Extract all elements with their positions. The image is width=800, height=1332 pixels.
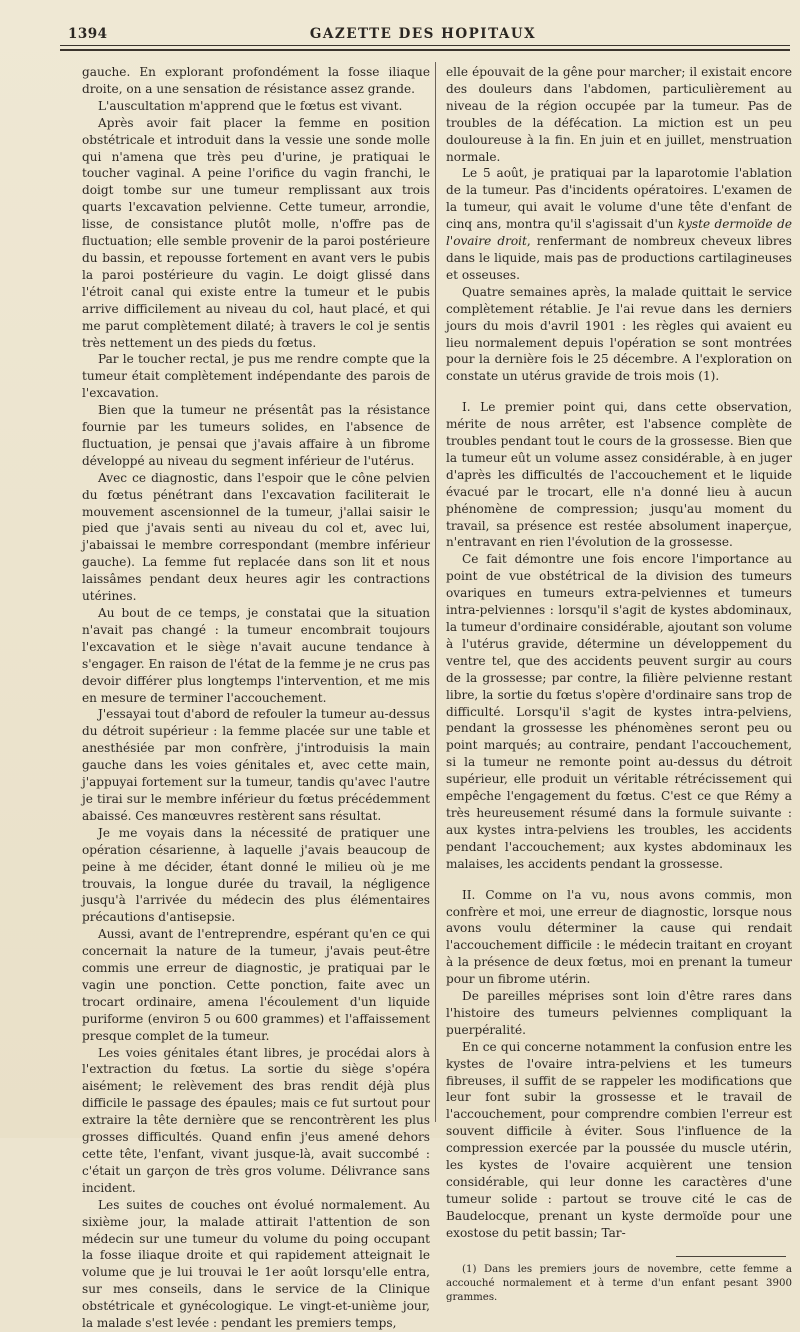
- paragraph: Avec ce diagnostic, dans l'espoir que le cône pelvien du fœtus pénétrant dans l'excavation faciliterait le mouvement ascensionnel de la tumeur, j'allai saisir le pied que j'avais senti au niveau du col et, avec lui, j'abaissai le membre correspondant (membre inférieur gauche). La femme fut replacée dans son lit et nous laissâmes pendant deux heures agir les contractions utérines.: [82, 470, 430, 604]
- paragraph: Au bout de ce temps, je constatai que la situation n'avait pas changé : la tumeur encombrait toujours l'excavation et le siège n'avait aucune tendance à s'engager. En raison de l'état de la femme je ne crus pas devoir différer plus longtemps l'intervention, et me mis en mesure de terminer l'accouchement.: [82, 606, 430, 705]
- section-paragraph: I. Le premier point qui, dans cette observation, mérite de nous arrêter, est l'absence complète de troubles pendant tout le cours de la grossesse. Bien que la tumeur eût un volume assez considérable, à en juger d'après les difficultés de l'accouchement et le liquide évacué par le trocart, elle n'a donné lieu à aucun phénomène de compression; jusqu'au moment du travail, sa présence est restée absolument inaperçue, n'entravant en rien l'évolution de la grossesse.: [446, 400, 792, 550]
- section-paragraph: II. Comme on l'a vu, nous avons commis, mon confrère et moi, une erreur de diagnostic, lorsque nous avons voulu déterminer la cause qui rendait l'accouchement difficile : le médecin traitant en croyant à la présence de deux fœtus, moi en prenant la tumeur pour un fibrome utérin.: [446, 887, 792, 987]
- text-run: Le 5 août, je pratiquai par la laparotomie l'ablation de la tumeur. Pas d'incidents opératoires. L'examen de la tumeur, qui avait le volume d'une tête d'enfant de cinq ans, montra qu'il s'agissait d'un: [446, 166, 792, 232]
- paragraph: En ce qui concerne notamment la confusion entre les kystes de l'ovaire intra-pelviens et les tumeurs fibreuses, il suffit de se rappeler les modifications que leur font subir la grossesse et le travail de l'accouchement, pour comprendre combien l'erreur est souvent difficile à éviter. Sous l'influence de la compression exercée par la poussée du muscle utérin, les kystes de l'ovaire acquièrent une tension considérable, qui leur donne les caractères d'une tumeur solide : partout se trouve cité le cas de Baudelocque, prenant un kyste dermoïde pour une exostose du petit bassin; Tar-: [446, 1039, 792, 1240]
- paragraph: J'essayai tout d'abord de refouler la tumeur au-dessus du détroit supérieur : la femme placée sur une table et anesthésiée par mon confrère, j'introduisis la main gauche dans les voies génitales et, avec cette main, j'appuyai fortement sur la tumeur, tandis qu'avec l'autre je tirai sur le membre inférieur du fœtus précédemment abaissé. Ces manœuvres restèrent sans résultat.: [82, 707, 430, 823]
- header-rule-thick: [60, 49, 790, 51]
- paragraph: Après avoir fait placer la femme en position obstétricale et introduit dans la vessie une sonde molle qui n'amena que très peu d'urine, je pratiquai le toucher vaginal. A peine l'orifice du vagin franchi, le doigt tombe sur une tumeur remplissant aux trois quarts l'excavation pelvienne. Cette tumeur, arrondie, lisse, de consistance plutôt molle, n'offre pas de fluctuation; elle semble provenir de la paroi postérieure du bassin, et repousse fortement en avant vers le pubis la paroi postérieure du vagin. Le doigt glissé dans l'étroit canal qui existe entre la tumeur et le pubis arrive difficilement au niveau du col, haut placé, et qui me parut complètement dilaté; à travers le col je sentis très nettement un des pieds du fœtus.: [82, 115, 430, 350]
- footnote-rule: [676, 1256, 786, 1257]
- page-number: 1394: [68, 26, 108, 42]
- paragraph: Par le toucher rectal, je pus me rendre compte que la tumeur était complètement indépendante des parois de l'excavation.: [82, 352, 430, 401]
- journal-title: GAZETTE DES HOPITAUX: [309, 26, 537, 42]
- paragraph-with-italic: [446, 165, 792, 283]
- paragraph: Aussi, avant de l'entreprendre, espérant qu'en ce qui concernait la nature de la tumeur, j'avais peut-être commis une erreur de diagnostic, je pratiquai par le vagin une ponction. Cette ponction, faite avec un trocart ordinaire, amena l'écoulement d'un liquide puriforme (environ 5 ou 600 grammes) et l'affaissement presque complet de la tumeur.: [82, 927, 430, 1043]
- paragraph: De pareilles méprises sont loin d'être rares dans l'histoire des tumeurs pelviennes compliquant la puerpéralité.: [446, 989, 792, 1037]
- header-rule: [60, 45, 790, 46]
- left-column: [82, 64, 430, 1332]
- paragraph: Les voies génitales étant libres, je procédai alors à l'extraction du fœtus. La sortie du siège s'opéra aisément; le relèvement des bras rendit déjà plus difficile le passage des épaules; mais ce fut surtout pour extraire la tête dernière que se rencontrèrent les plus grosses difficultés. Quand enfin j'eus amené dehors cette tête, l'enfant, vivant jusque-là, avait succombé : c'était un garçon de très gros volume. Délivrance sans incident.: [82, 1045, 430, 1195]
- paragraph: Je me voyais dans la nécessité de pratiquer une opération césarienne, à laquelle j'avais beaucoup de peine à me décider, étant donné le milieu où je me trouvais, la longue durée du travail, la négligence jusqu'à l'arrivée du médecin des plus élémentaires précautions d'antisepsie.: [82, 825, 430, 925]
- column-divider: [435, 62, 436, 1122]
- italic-term: kyste dermoïde de l'ovaire droit: [446, 217, 792, 249]
- paragraph: elle épouvait de la gêne pour marcher; il existait encore des douleurs dans l'abdomen, particulièrement au niveau de la région occupée par la tumeur. Pas de troubles de la défécation. La miction est un peu douloureuse à la fin. En juin et en juillet, menstruation normale.: [446, 65, 792, 164]
- paragraph: Les suites de couches ont évolué normalement. Au sixième jour, la malade attirait l'attention de son médecin sur une tumeur du volume du poing occupant la fosse iliaque droite et qui rapidement atteignait le volume que je lui trouvai le 1er août lorsqu'elle entra, sur mes conseils, dans le service de la Clinique obstétricale et gynécologique. Le vingt-et-unième jour, la malade s'est levée : pendant les premiers temps,: [82, 1197, 430, 1331]
- page-header: [60, 24, 786, 46]
- paragraph: L'auscultation m'apprend que le fœtus est vivant.: [98, 98, 403, 113]
- paragraph: gauche. En explorant profondément la fosse iliaque droite, on a une sensation de résistance assez grande.: [82, 65, 430, 96]
- right-column: [446, 64, 792, 1305]
- footnote: (1) Dans les premiers jours de novembre, cette femme a accouché normalement et à terme d'un enfant pesant 3900 grammes.: [446, 1263, 792, 1303]
- paragraph: Ce fait démontre une fois encore l'importance au point de vue obstétrical de la division des tumeurs ovariques en tumeurs extra-pelviennes et tumeurs intra-pelviennes : lorsqu'il s'agit de kystes abdominaux, la tumeur d'ordinaire considérable, ajoutant son volume à l'utérus gravide, détermine un développement du ventre tel, que des accidents peuvent surgir au cours de la grossesse; par contre, la filière pelvienne restant libre, la sortie du fœtus s'opère d'ordinaire sans trop de difficulté. Lorsqu'il s'agit de kystes intra-pelviens, pendant la grossesse les phénomènes seront peu ou point marqués; au contraire, pendant l'accouchement, si la tumeur ne remonte point au-dessus du détroit supérieur, elle produit un véritable rétrécissement qui empêche l'engagement du fœtus. C'est ce que Rémy a très heureusement résumé dans la formule suivante : aux kystes intra-pelviens les troubles, les accidents pendant l'accouchement; aux kystes abdominaux les malaises, les accidents pendant la grossesse.: [446, 552, 792, 871]
- paragraph: Quatre semaines après, la malade quittait le service complètement rétablie. Je l'ai revue dans les derniers jours du mois d'avril 1901 : les règles qui avaient eu lieu normalement depuis l'opération se sont montrées pour la dernière fois le 25 décembre. A l'exploration on constate un utérus gravide de trois mois (1).: [446, 284, 792, 384]
- paragraph: Bien que la tumeur ne présentât pas la résistance fournie par les tumeurs solides, en l'absence de fluctuation, je pensai que j'avais affaire à un fibrome développé au niveau du segment inférieur de l'utérus.: [82, 403, 430, 468]
- text-run: , renfermant de nombreux cheveux libres dans le liquide, mais pas de productions cartilagineuses et osseuses.: [446, 234, 793, 282]
